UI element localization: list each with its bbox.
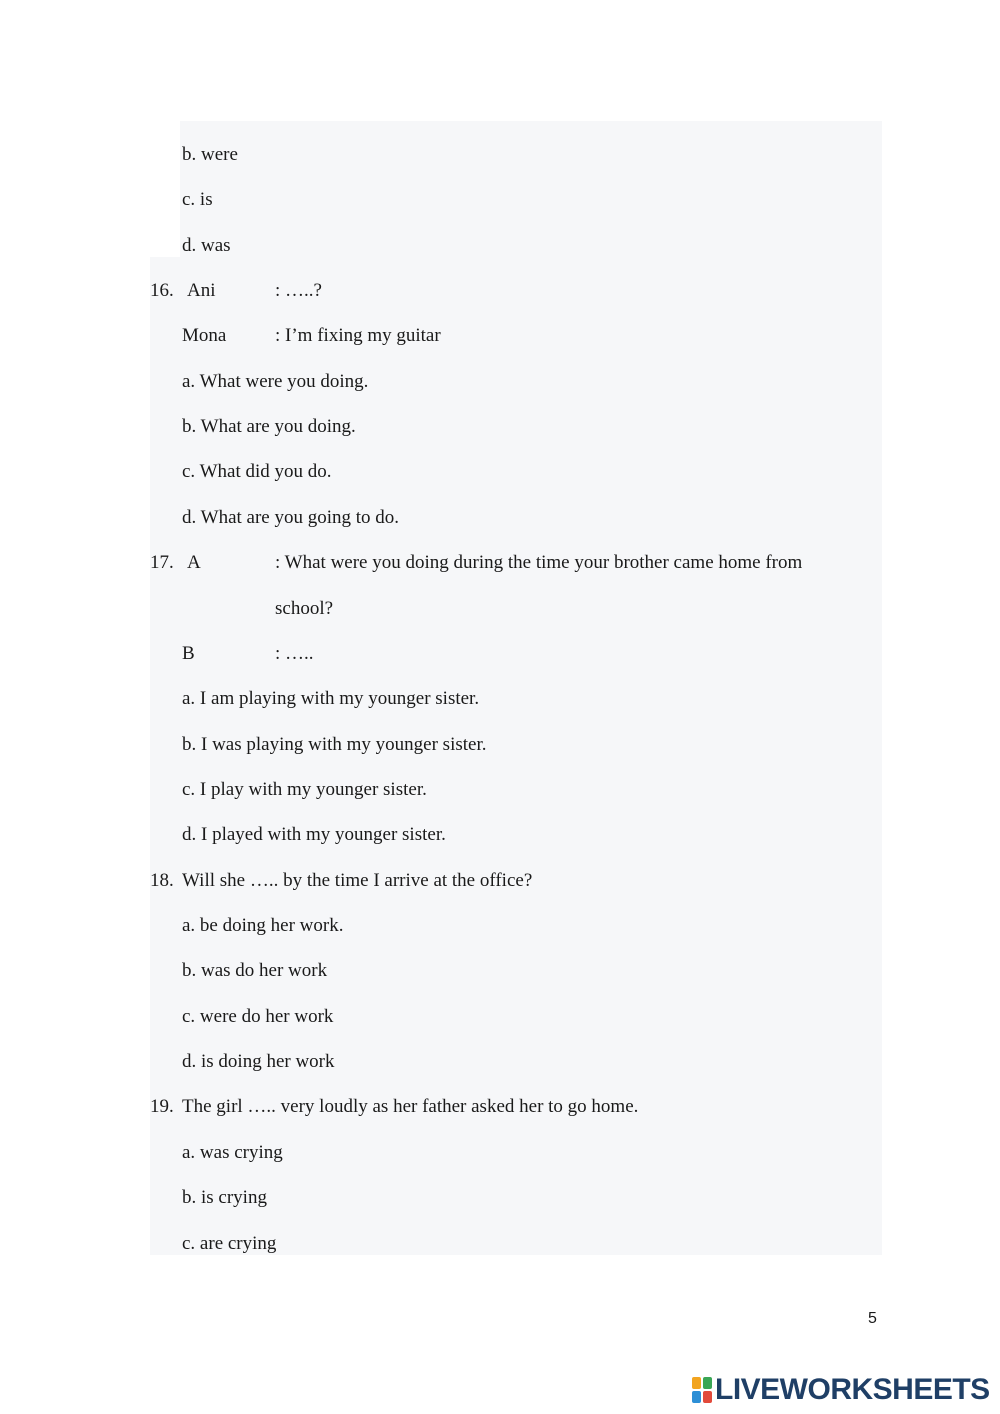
question-number: 16. <box>150 280 174 301</box>
dialogue-line: : ….. <box>275 643 314 664</box>
dialogue-continuation: school? <box>275 598 334 619</box>
question-number: 18. <box>150 870 174 891</box>
option-c: c. are crying <box>182 1233 277 1254</box>
speaker-mona: Mona <box>182 325 227 346</box>
option-b: b. was do her work <box>182 960 328 981</box>
brand-name: LIVEWORKSHEETS <box>715 1373 990 1406</box>
liveworksheets-logo[interactable] <box>692 1372 992 1408</box>
option-c: c. is <box>182 189 213 210</box>
option-a: a. be doing her work. <box>182 915 344 936</box>
speaker-a: A <box>187 552 201 573</box>
question-text: Will she ….. by the time I arrive at the office? <box>182 870 533 891</box>
question-text: The girl ….. very loudly as her father asked her to go home. <box>182 1096 639 1117</box>
speaker-ani: Ani <box>187 280 216 301</box>
question-number: 19. <box>150 1096 174 1117</box>
dialogue-line: : …..? <box>275 280 322 301</box>
option-b: b. were <box>182 144 238 165</box>
option-a: a. was crying <box>182 1142 283 1163</box>
option-b: b. What are you doing. <box>182 416 356 437</box>
option-d: d. is doing her work <box>182 1051 335 1072</box>
logo-tile <box>703 1391 712 1403</box>
option-d: d. I played with my younger sister. <box>182 824 446 845</box>
question-number: 17. <box>150 552 174 573</box>
option-c: c. I play with my younger sister. <box>182 779 427 800</box>
speaker-b: B <box>182 643 195 664</box>
option-b: b. is crying <box>182 1187 267 1208</box>
option-a: a. I am playing with my younger sister. <box>182 688 480 709</box>
dialogue-line: : What were you doing during the time your brother came home from <box>275 552 803 573</box>
option-b: b. I was playing with my younger sister. <box>182 734 487 755</box>
logo-tile <box>703 1377 712 1389</box>
option-d: d. What are you going to do. <box>182 507 400 528</box>
option-c: c. What did you do. <box>182 461 332 482</box>
logo-tile <box>692 1377 701 1389</box>
page-number: 5 <box>868 1310 877 1327</box>
liveworksheets-icon <box>692 1377 712 1403</box>
option-c: c. were do her work <box>182 1006 334 1027</box>
option-d: d. was <box>182 235 231 256</box>
shaded-region <box>180 121 882 257</box>
logo-tile <box>692 1391 701 1403</box>
dialogue-line: : I’m fixing my guitar <box>275 325 441 346</box>
option-a: a. What were you doing. <box>182 371 369 392</box>
